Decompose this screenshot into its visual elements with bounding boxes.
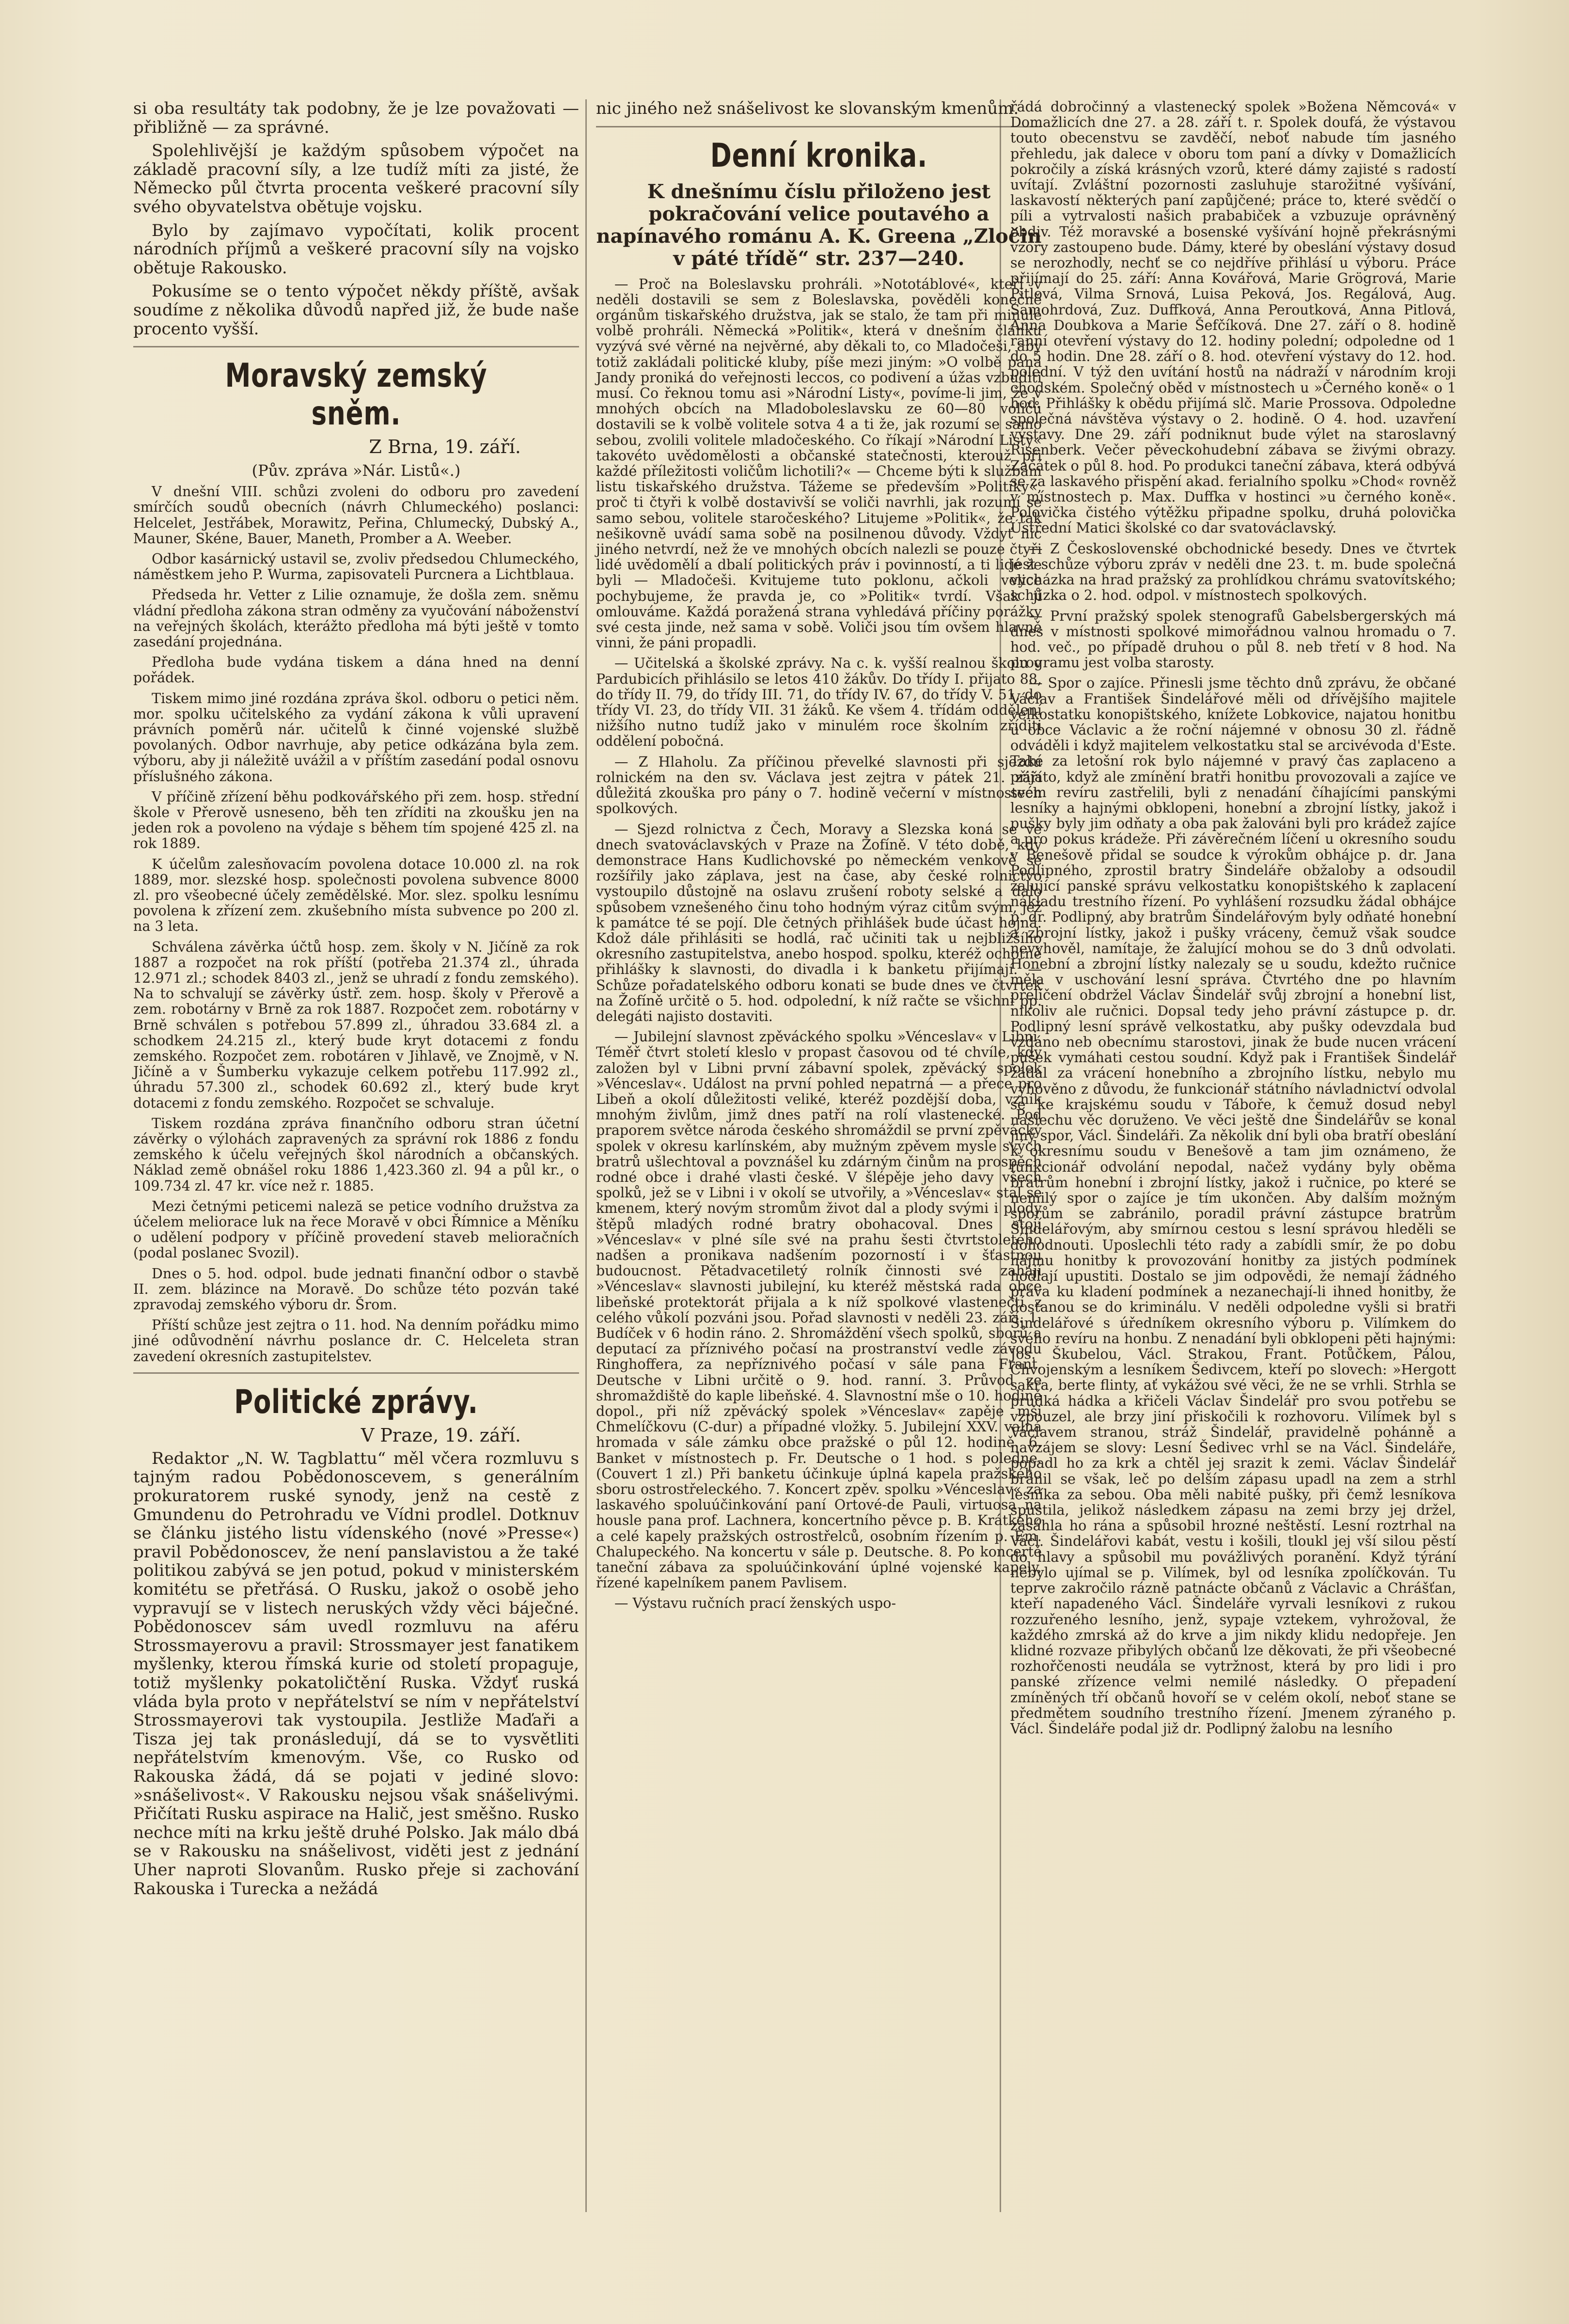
dateline: V Praze, 19. září. [361, 1424, 521, 1446]
section-divider [133, 1372, 579, 1374]
paragraph: Spolehlivější je každým spůsobem výpočet na základě pracovní síly, a lze tudíž míti za jisté, že Německo půl čtvrta procenta veškeré pracovní síly svého obyvatelstva obětuje vojsku. [133, 141, 579, 217]
column-divider [585, 99, 587, 2212]
paragraph: Pokusíme se o tento výpočet někdy příště, avšak soudíme z několika důvodů napřed již, že bude naše procento vyšší. [133, 282, 579, 339]
paragraph: — Jubilejní slavnost zpěváckého spolku »Vénceslav« v Libni. Téměř čtvrt století kleslo v propast časovou od té chvíle, kdy založen byl v Libni první zábavní spolek, zpěvácký spolek »Vénceslav«. Událost na první pohled nepatrná — a přece pro Libeň a okolí důležitosti veliké, kteréž pozdější doba, vznik mnohým živlům, jimž dnes patří na rolí vlastenecké. Pod praporem světce národa českého shromáždil se první zpěvácký spolek v okresu karlínském, aby mužným zpěvem mysle svých bratrů ušlechtoval a povznášel ku zdárným činům na prospěch rodné obce i drahé vlasti české. V šlépěje jeho davy všech spolků, jež se v Libni i v okolí se utvořily, a »Vénceslav« stal se kmenem, který novým stromům život dal a plody svými i plody štěpů mladých rodné bratry obohacoval. Dnes stojí »Vénceslav« v plné síle své na prahu šesti čtvrtstoletého nadšen a pronikava nadšením pozorností i v šťastnou budoucnost. Pětadvacetiletý rolník činnosti své zahájí »Vénceslav« slavnosti jubilejní, ku kteréž městská rada obce libeňské protektorát přijala a k níž spolkové vlastenečtí z celého vůkolí pozváni jsou. Pořad slavnosti v neděli 23. září. 1. Budíček v 6 hodin ráno. 2. Shromáždění všech spolků, sborů a deputací za příznivého počasí na prostranství vedle závodu Ringhoffera, za nepříznivého počasí v sále pana Frant. Deutsche v Libni určitě o 9. hod. ranní. 3. Průvod ze shromaždiště do kaple libeňské. 4. Slavnostní mše o 10. hodině dopol., při níž zpěvácký spolek »Vénceslav« zapěje mši Chmelíčkovu (C-dur) a případné vložky. 5. Jubilejní XXV. valná hromada v sále zámku obce pražské o půl 12. hodině. 6. Banket v místnostech p. Fr. Deutsche o 1 hod. s poledne. (Couvert 1 zl.) Při banketu účinkuje úplná kapela pražského sboru ostrostřeleckého. 7. Koncert zpěv. spolku »Vénceslav« za laskavého spoluúčinkování paní Ortové-de Pauli, virtuosa na housle pana prof. Lachnera, koncertního pěvce p. B. Krátkého a celé kapely pražských ostrostřelců, osobním řízením p. Em. Chalupeckého. Na koncertu v sále p. Deutsche. 8. Po koncertě taneční zábava za spoluúčinkování úplné vojenské kapely, řízené kapelníkem panem Pavlisem. [596, 1029, 1042, 1591]
paragraph: Mezi četnými peticemi naleză se petice vodního družstva za účelem meliorace luk na řece Moravě v obci Římnice a Měníku o udělení podpory v příčině provedení staveb melioračních (podal poslanec Svozil). [133, 1198, 579, 1261]
paragraph: Bylo by zajímavo vypočítati, kolik procent národních příjmů a veškeré pracovní síly na vojsko obětuje Rakousko. [133, 220, 579, 278]
paragraph: — Výstavu ručních prací ženských uspo- [614, 1595, 896, 1612]
paragraph: řádá dobročinný a vlastenecký spolek »Božena Němcová« v Domažlicích dne 27. a 28. září t. r. Spolek doufá, že výstavou touto obecenstvu se zavděčí, neboť nabude tím jasného přehledu, jak dalece v oboru tom paní a dívky v Domažlicích pokročily a získá krásných vzorů, které dámy zajisté s radostí uvítají. Zvláštní pozornosti zasluhuje starožitné vyšívání, laskavostí některých paní zapůjčené; práce to, které svědčí o píli a vytrvalosti našich prababiček a vzbuzuje oprávněný obdiv. Též moravské a bosenské vyšívání hojně překrásnými vzory zastoupeno bude. Dámy, které by obeslání výstavy dosud se nerozhodly, nechť se co nejdříve přihlásí u výboru. Práce přijímají do 25. září: Anna Kovářová, Marie Grögrová, Marie Pitlová, Vilma Srnová, Luisa Peková, Jos. Regálová, Aug. Samohrdová, Zuz. Duffková, Anna Peroutková, Anna Pitlová, Anna Doubkova a Marie Šefčíková. Dne 27. září o 8. hodině ranní otevření výstavy do 12. hodiny polední; odpoledne od 1 do 5 hodin. Dne 28. září o 8. hod. otevření výstavy do 12. hod. polední. V týž den uvítání hostů na nádraží v národním kroji chodském. Společný oběd v místnostech u »Černého koně« o 1 hod. Přihlášky k obědu přijímá slč. Marie Prossova. Odpoledne společná návštěva výstavy o 2. hodině. O 4. hod. uzavření výstavy. Dne 29. září podniknut bude výlet na staroslavný Risenberk. Večer pěveckohudební zábava se živými obrazy. Začátek o půl 8. hod. Po produkci taneční zábava, která odbývá se za laskavého přispění akad. ferialního spolku »Chod« rovněž v místnostech p. Max. Duffka v hostinci »u černého koně«. Polovička čistého výtěžku připadne spolku, druhá polovička Ústřední Matici školské co dar svatováclavský. [1010, 99, 1456, 536]
section-heading-politicke: Politické zprávy. [234, 1382, 478, 1421]
paragraph: — Z Hlaholu. Za příčinou převelké slavnosti při sjezdu rolnickém na den sv. Václava jest zejtra v pátek 21. září důležitá zkouška pro pány o 7. hodině večerní v místnostech spolkových. [596, 754, 1042, 817]
paragraph: Příští schůze jest zejtra o 11. hod. Na denním pořádku mimo jiné odůvodnění návrhu poslance dr. C. Helceleta stran zavedení okresních zastupitelstev. [133, 1317, 579, 1365]
section-heading-snem: Moravský zemský sněm. [225, 357, 487, 433]
paragraph: Předseda hr. Vetter z Lilie oznamuje, že došla zem. sněmu vládní předloha zákona stran odměny za vyučování náboženství na veřejných školách, kterážto předloha má býti ještě v tomto zasedání projednána. [133, 587, 579, 650]
paragraph: Schválena závěrka účtů hosp. zem. školy v N. Jičíně za rok 1887 a rozpočet na rok příští (potřeba 21.374 zl., úhrada 12.971 zl.; schodek 8403 zl., jenž se uhradí z fondu zemského). Na to schvalují se závěrky ústř. zem. hosp. školy v Přerově a zem. robotárny v Brně za rok 1887. Rozpočet zem. robotárny v Brně schválen s potřebou 57.899 zl., úhradou 33.684 zl. a schodkem 24.215 zl., který bude kryt dotacemi z fondu zemského. Rozpočet zem. robotáren v Jihlavě, ve Znojmě, v N. Jičíně a v Šumberku vykazuje celkem potřebu 117.992 zl., úhradu 57.300 zl., schodek 60.692 zl., který bude kryt dotacemi z fondu zemského. Rozpočet se schvaluje. [133, 939, 579, 1111]
paragraph: Dnes o 5. hod. odpol. bude jednati finanční odbor o stavbě II. zem. blázince na Moravě. Do schůze této pozván také zpravodaj zemského výboru dr. Šrom. [133, 1265, 579, 1313]
paragraph: — Z Československé obchodnické besedy. Dnes ve čtvrtek jest schůze výboru zpráv v neděli dne 23. t. m. bude společná vycházka na hrad pražský za prohlídkou chrámu svatovítského; schůzka o 2. hod. odpol. v místnostech spolkových. [1010, 540, 1456, 604]
section-divider [133, 346, 579, 347]
paragraph: — První pražský spolek stenografů Gabelsbergerských má dnes v místnosti spolkové mimořádnou valnou hromadu o 7. hod. več., po případě druhou o půl 8. neb třetí v 8 hod. Na programu jest volba starosty. [1010, 608, 1456, 671]
section-divider [596, 126, 1042, 127]
paragraph: — Učitelská a školské zprávy. Na c. k. vyšší realnou školu v Pardubicích přihlásilo se letos 410 žákův. Do třídy I. přijato 88, do třídy II. 79, do třídy III. 71, do třídy IV. 67, do třídy V. 51, do třídy VI. 23, do třídy VII. 31 žáků. Ke všem 4. třídám oddělení nižšího nutno tudíž jako v minulém roce školním zříditi oddělení pobočná. [596, 655, 1042, 750]
paragraph: si oba resultáty tak podobny, že je lze považovati — přibližně — za správné. [133, 99, 579, 137]
column-right [1010, 99, 1456, 1742]
paragraph: Tiskem rozdána zpráva finančního odboru stran účetní závěrky o výlohách zapravených za správní rok 1886 z fondu zemského k účelu veřejných škol národních a občanských. Náklad země obnášel roku 1886 1,423.360 zl. 94 a půl kr., o 109.734 zl. 47 kr. více než r. 1885. [133, 1115, 579, 1194]
paragraph: Odbor kasárnický ustavil se, zvoliv předsedou Chlumeckého, náměstkem jeho P. Wurma, zapisovateli Purcnera a Lichtblaua. [133, 550, 579, 583]
paragraph: V příčině zřízení běhu podkovářského při zem. hosp. střední škole v Přerově usneseno, běh ten zříditi na zkoušku jen na jeden rok a povoleno na výdaje s během tím spojené 425 zl. na rok 1889. [133, 788, 579, 852]
paragraph: Tiskem mimo jiné rozdána zpráva škol. odboru o petici něm. mor. spolku učitelského za vydání zákona k vůli upravení právních poměrů nár. učitelů k činné vojenské službě povolaných. Odbor navrhuje, aby petice odkázána byla zem. výboru, aby ji náležitě uvážil a v příštím zasedání podal osnovu příslušného zákona. [133, 690, 579, 785]
paragraph: K účelům zalesňovacím povolena dotace 10.000 zl. na rok 1889, mor. slezské hosp. společnosti povolena subvence 8000 zl. pro všeobecné účely zemědělské. Mor. slez. spolku lesnímu povolena k zřízení zem. zkušebního místa subvence po 200 zl. na 3 leta. [133, 856, 579, 935]
supplement-notice: K dnešnímu číslu přiloženo jest pokračování velice poutavého a napínavého románu A. K. Greena „Zločin v páté třídě“ str. 237—240. [596, 180, 1042, 270]
paragraph: — Sjezd rolnictva z Čech, Moravy a Slezska koná se ve dnech svatováclavských v Praze na Žofíně. V této době, kdy demonstrace Hans Kudlichovské po německém venkově se rozšířily jako záplava, jest na čase, aby české rolnictvo vystoupilo důstojně na oslavu zrušení roboty selské a dalo spůsobem vznešeného činu toho hodným výraz citům svým, jež k památce té se pojí. Dle četných přihlášek bude účast hojná. Kdož dále přihlásiti se hodlá, rač učiniti tak u nejbližšího okresního zastupitelstva, anebo hospod. spolku, kteréž ochotně přihlášky k slavnosti, do divadla i k banketu přijímají. — Schůze pořadatelského odboru konati se bude dnes ve čtvrtek na Žofíně určitě o 5. hod. odpolední, k níž račte se všichni pp. delegáti najisto dostaviti. [596, 821, 1042, 1024]
column-left [133, 99, 579, 1903]
source-note: (Pův. zpráva »Nár. Listů«.) [251, 461, 461, 480]
paragraph: — Spor o zajíce. Přinesli jsme těchto dnů zprávu, že občané Václav a František Šindelářové měli od dřívějšího majitele velkostatku konopištského, knížete Lobkovice, najatou honitbu u obce Václavic a že roční nájemné v obnosu 30 zl. řádně odváděli i když majitelem velkostatku stal se arcivévoda d'Este. Také za letošní rok bylo nájemné v pravý čas zaplaceno a přijato, když ale zmínění bratři honitbu provozovali a zajíce ve svém revíru zastřelili, byli z nenadání číhajícími panskými lesníky a hajnými obklopeni, honební a zbrojní lístky, jakož i pušky byly jim odňaty a oba pak žalováni byli pro krádež zajíce a pro pokus krádeže. Při závěrečném líčení u okresního soudu v Benešově přidal se soudce k výrokům obhájce p. dr. Jana Podlipného, zprostil bratry Šindeláře obžaloby a odsoudil žalující panské správu velkostatku konopištského k zaplacení nákladu trestního řízení. Po vyhlášení rozsudku žádal obhájce p. dr. Podlipný, aby bratrům Šindelářovým byly odňaté honební a zbrojní lístky, jakož i pušky vráceny, čemuž však soudce nevyhověl, namítaje, že žalující mohou se do 3 dnů odvolati. Honební a zbrojní lístky nalezaly se u soudu, kdežto ručnice měla v uschování lesní správa. Čtvrtého dne po hlavním přelíčení obdržel Václav Šindelář svůj zbrojní a honební list, nikoliv ale ručnici. Dopsal tedy jeho právní zástupce p. dr. Podlipný lesní správě velkostatku, aby pušky odevzdala bud vzdáno neb obecnímu starostovi, jinak že bude nucen vrácení pušek vymáhati cestou soudní. Když pak i František Šindelář žádal za vrácení honebního a zbrojního lístku, nebylo mu vyhověno z důvodu, že funkcionář státního návladnictví odvolal se ke krajskému soudu v Táboře, k čemuž dosud nebyl naslechu věc doruženo. Ve věci ještě dne Šindelářův se konal jiný spor, Václ. Šindeláři. Za několik dní byli oba bratří obeslání k okresnímu soudu v Benešově a tam jim oznámeno, že funkcionář odvolání nepodal, načež vydány byly oběma bratrům honební i zbrojní lístky, jakož i ručnice, po které se nemilý spor o zajíce je tím ukončen. Aby dalším možným sporům se zabránilo, poradil právní zástupce bratrům Šindelářovým, aby smírnou cestou s lesní správou hleděli se dohodnouti. Uposlechli této rady a zabídli smír, že po dobu nájmu honitby k provozování honitby za jistých podmínek hodlají upustiti. Dostalo se jim odpovědi, že nemají žádného práva ku kladení podmínek a nezanechají-li ihned honitby, že dostanou se do kriminálu. V neděli odpoledne vyšli si bratři Šindelářové s úředníkem okresního výboru p. Vilímkem do svého revíru na honbu. Z nenadání byli obklopeni pěti hajnými: Jos. Škubelou, Václ. Strakou, Frant. Potůčkem, Pálou, Chvojenským a lesníkem Šedivcem, kteří po slovech: »Hergott sakra, berte flinty, ať vykážou své věci, že ne se vrhli. Strhla se prudká hádka a křičeli Václav Šindelář pro svou potřebu se vzpouzel, ale brzy jiní přiskočili k rozhovoru. Vilímek byl s Václavem stranou, stráž Šindelář, pravidelně pohánně a navzájem se slovy: Lesní Šedivec vrhl se na Václ. Šindeláře, popadl ho za krk a chtěl jej srazit k zemi. Václav Šindelář bránil se však, leč po delším zápasu upadl na zem a strhl lesníka za sebou. Oba měli nabité pušky, při čemž lesníkova spustila, jelikož následkem zápasu na zemi brzy jej držel, zasáhla ho rána a spůsobil hrozné neštěstí. Lesní roztrhal na Václ. Šindelářovi kabát, vestu i košili, tloukl jej vší silou pěstí do hlavy a spůsobil mu povážlivých poranění. Když týrání nebylo ujímal se p. Vilímek, byl od lesníka zpolíčkován. Tu teprve zakročilo rázně patnácte občanů z Václavic a Chrášťan, kteří napadeného Václ. Šindeláře vyrvali lesníkovi z rukou rozzuřeného lesního, jenž, sypaje vztekem, vyhrožoval, že každého zmrská až do krve a jim nikdy klidu nedopřeje. Jen klidné rozvaze přibylých občanů lze děkovati, že při všeobecné rozhořčenosti neudála se vytržnost, která by pro lidi i pro panské zřízence velmi nemilé následky. O přepadení zmíněných tří občanů hovoří se v celém okolí, neboť stane se předmětem soudního trestního řízení. Jmenem zýraného p. Václ. Šindeláře podal již dr. Podlipný žalobu na lesního [1010, 675, 1456, 1737]
paragraph: Předloha bude vydána tiskem a dána hned na denní pořádek. [133, 654, 579, 686]
dateline: Z Brna, 19. září. [369, 436, 521, 458]
paragraph: Redaktor „N. W. Tagblattu“ měl včera rozmluvu s tajným radou Pobědonoscevem, s generálním prokuratorem ruské synody, jenž na cestě z Gmundenu do Petrohradu ve Vídni prodlel. Dotknuv se článku jistého listu vídenského (nové »Presse«) pravil Pobědonoscev, že není panslavistou a že také politikou zabývá se jen potud, pokud v ministerském komitétu se přetřásá. O Rusku, jakož o osobě jeho vypravují se v listech neruských vždy věci báječné. Pobědonoscev sám uvedl rozmluvu na aféru Strossmayerovu a pravil: Strossmayer jest fanatikem myšlenky, kterou římská kurie od století propaguje, totiž myšlenky pokatoličtění Ruska. Vždyť ruská vláda byla proto v nepřátelství se ním v nepřátelství Strossmayerovi tak vystoupila. Jestliže Maďaři a Tisza jej tak pronásledují, dá se to vysvětliti nepřátelstvím kmenovým. Vše, co Rusko od Rakouska žádá, dá se pojati v jediné slovo: »snášelivost«. V Rakousku nejsou však snášelivými. Přičítati Rusku aspirace na Halič, jest směšno. Rusko nechce míti na krku ještě druhé Polsko. Jak málo dbá se v Rakousku na snášelivost, viděti jest z jednání Uher naproti Slovanům. Rusko přeje si zachování Rakouska i Turecka a nežádá [133, 1448, 579, 1899]
paragraph: — Proč na Boleslavsku prohráli. »Nototáblové«, kteří v neděli dostavili se sem z Boleslavska, pověděli konečně orgánům tiskařského družstva, jak se stalo, že tam při minulé volbě prohráli. Německá »Politik«, která v dnešním článku vyzývá své věrné na nejvěrné, aby děkali to, co Mladočeši, aby totiž zakládali politické kluby, píše mezi jiným: »O volbě pana Jandy proniká do veřejnosti leccos, co podivení a úžas vzbuditi musí. Co řeknou tomu asi »Národní Listy«, povíme-li jim, že v mnohých obcích na Mladoboleslavsku ze 60—80 voličů dostavili se k volbě volitele sotva 4 a ti že, jak rozumí se samo sebou, zvolili volitele mladočeského. Co říkají »Národní Listy« takovéto uvědomělosti a občanské statečnosti, kterouž při každé příležitosti voličům lichotili?« — Chceme býti k službám listu tiskařského družstva. Tážeme se především »Politiky«, proč ti čtyři k volbě dostavivší se voliči navrhli, jak rozumí se samo sebou, volitele staročeského? Litujeme »Politik«, že tak nešikovně uvádí sama sobě na posilnenou důvody. Vždyť nic jiného netvrdí, než že ve mnohých obcích nalezli se pouze čtyři lidé uvědomělí a dbalí politických práv i povinností, a ti lidé že byli — Mladočeši. Kvitujeme tuto poklonu, ačkoli velice pochybujeme, že pravda je, co »Politik« tvrdí. Však jí omlouváme. Každá poražená strana vyhledává příčiny porážky své cesta jinde, než sama v sobě. Voliči jsou tím ovšem hlavně vinni, že páni propadli. [596, 276, 1042, 651]
column-middle [596, 99, 1042, 1617]
section-heading-kronika: Denní kronika. [710, 136, 928, 175]
paragraph: V dnešní VIII. schůzi zvoleni do odboru pro zavedení smírčích soudů obecních (návrh Chlumeckého) poslanci: Helcelet, Jestřábek, Morawitz, Peřina, Chlumecký, Dubský A., Mauner, Skéne, Bauer, Maneth, Promber a A. Weeber. [133, 484, 579, 547]
paragraph: nic jiného než snášelivost ke slovanským kmenům. [596, 99, 1019, 118]
